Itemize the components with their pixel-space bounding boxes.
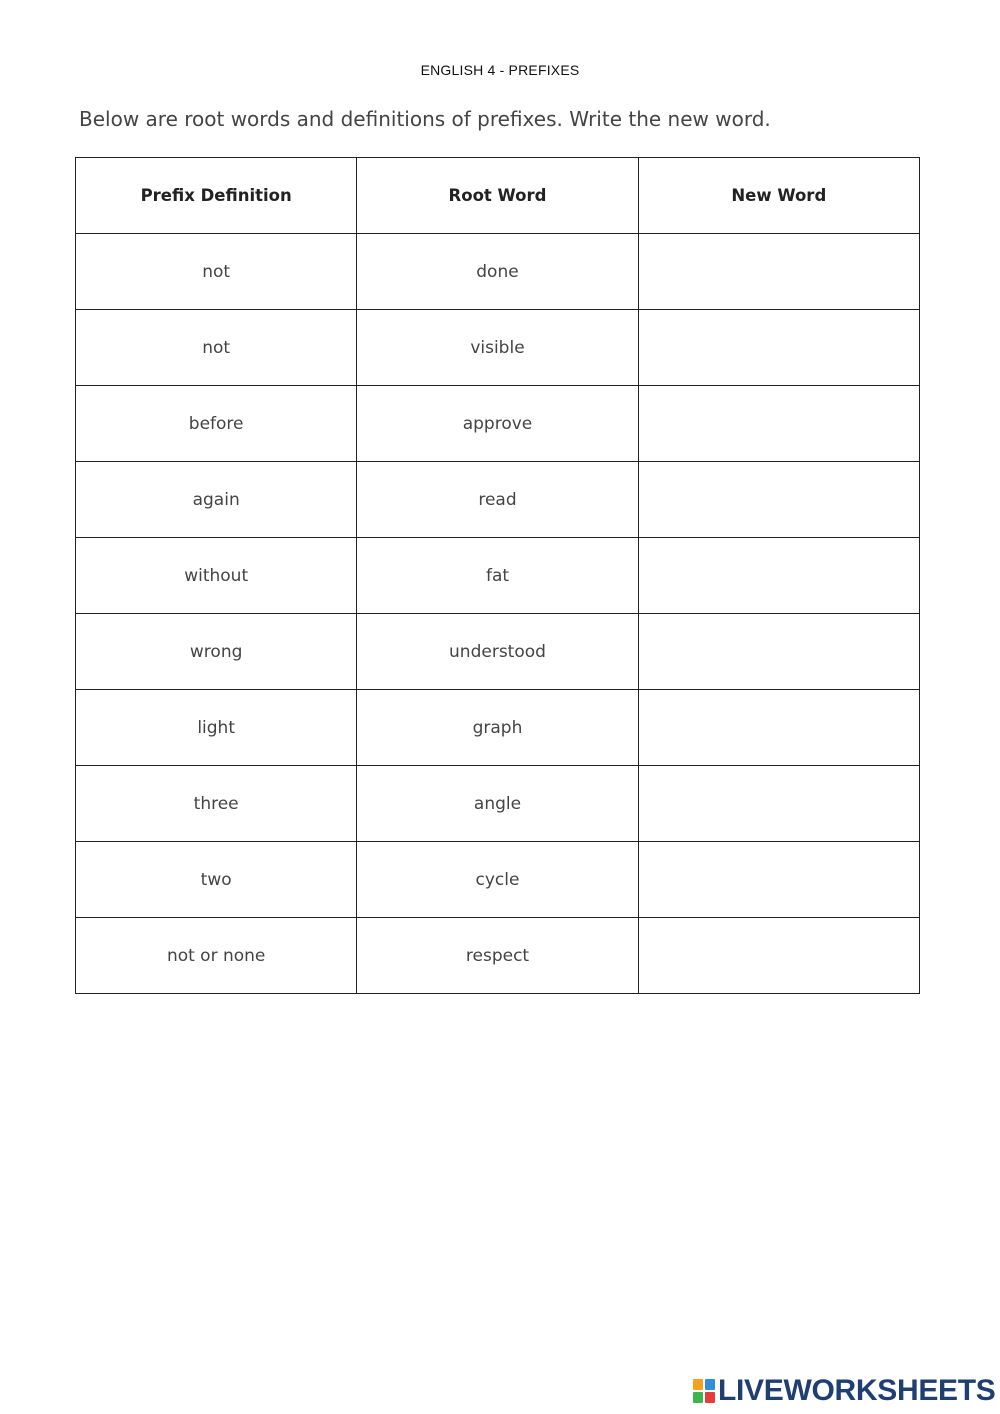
root-word-cell: fat — [357, 538, 638, 614]
new-word-input[interactable] — [639, 310, 919, 385]
prefix-definition-cell: not — [76, 234, 357, 310]
table-row — [76, 614, 920, 690]
table-row — [76, 842, 920, 918]
column-header-prefix-definition: Prefix Definition — [76, 158, 357, 234]
table-row — [76, 538, 920, 614]
new-word-input[interactable] — [639, 918, 919, 993]
column-header-root-word: Root Word — [357, 158, 638, 234]
new-word-cell — [638, 538, 919, 614]
logo-square-icon — [693, 1379, 703, 1390]
page-title: ENGLISH 4 - PREFIXES — [420, 62, 580, 78]
table-row — [76, 386, 920, 462]
logo-square-icon — [693, 1392, 703, 1403]
root-word-cell: angle — [357, 766, 638, 842]
table-row — [76, 918, 920, 994]
new-word-cell — [638, 842, 919, 918]
root-word-cell: visible — [357, 310, 638, 386]
new-word-cell — [638, 690, 919, 766]
column-header-new-word: New Word — [638, 158, 919, 234]
prefix-definition-cell: wrong — [76, 614, 357, 690]
new-word-input[interactable] — [639, 842, 919, 917]
instructions-text: Below are root words and definitions of prefixes. Write the new word. — [79, 107, 771, 131]
root-word-cell: respect — [357, 918, 638, 994]
root-word-cell: read — [357, 462, 638, 538]
table-row — [76, 766, 920, 842]
prefix-definition-cell: light — [76, 690, 357, 766]
liveworksheets-logo — [693, 1376, 996, 1406]
table-row — [76, 234, 920, 310]
prefix-definition-cell: again — [76, 462, 357, 538]
new-word-cell — [638, 310, 919, 386]
root-word-cell: understood — [357, 614, 638, 690]
table-body — [76, 234, 920, 994]
table-row — [76, 690, 920, 766]
prefix-definition-cell: not — [76, 310, 357, 386]
new-word-input[interactable] — [639, 538, 919, 613]
new-word-input[interactable] — [639, 690, 919, 765]
new-word-cell — [638, 766, 919, 842]
root-word-cell: approve — [357, 386, 638, 462]
root-word-cell: graph — [357, 690, 638, 766]
logo-square-icon — [705, 1379, 715, 1390]
new-word-input[interactable] — [639, 462, 919, 537]
root-word-cell: done — [357, 234, 638, 310]
new-word-cell — [638, 918, 919, 994]
new-word-input[interactable] — [639, 386, 919, 461]
brand-name: LIVEWORKSHEETS — [718, 1374, 996, 1407]
prefix-definition-cell: not or none — [76, 918, 357, 994]
new-word-input[interactable] — [639, 614, 919, 689]
new-word-cell — [638, 462, 919, 538]
logo-mark-icon — [693, 1379, 715, 1403]
prefix-definition-cell: two — [76, 842, 357, 918]
new-word-input[interactable] — [639, 766, 919, 841]
table-row — [76, 310, 920, 386]
prefix-definition-cell: three — [76, 766, 357, 842]
new-word-input[interactable] — [639, 234, 919, 309]
table-header-row — [76, 158, 920, 234]
new-word-cell — [638, 614, 919, 690]
table-row — [76, 462, 920, 538]
new-word-cell — [638, 386, 919, 462]
prefix-table — [75, 157, 920, 994]
new-word-cell — [638, 234, 919, 310]
logo-square-icon — [705, 1392, 715, 1403]
prefix-definition-cell: before — [76, 386, 357, 462]
prefix-definition-cell: without — [76, 538, 357, 614]
root-word-cell: cycle — [357, 842, 638, 918]
